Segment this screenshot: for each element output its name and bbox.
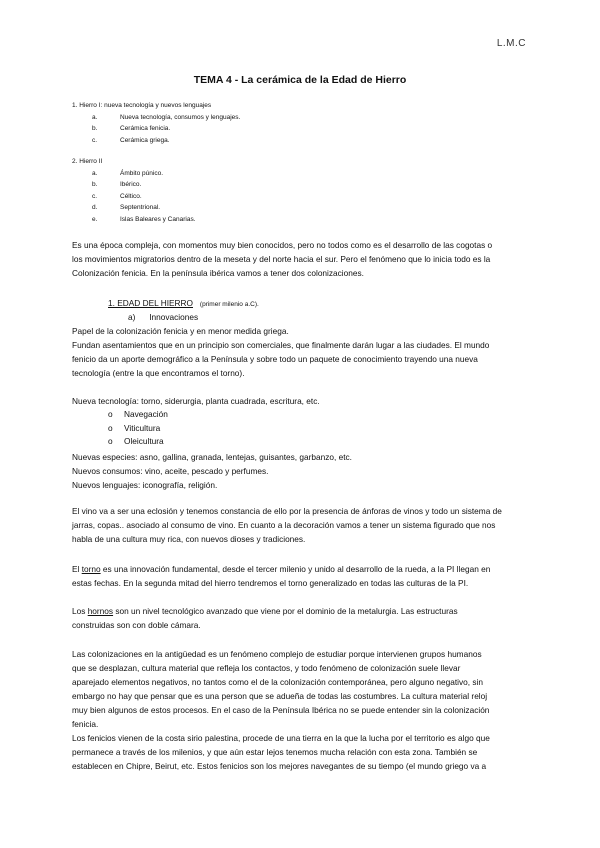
wine-paragraph: El vino va a ser una eclosión y tenemos constancia de ello por la presencia de ánforas de vinos y todo un sistema de jarras, copas.. asociado al consumo de vino. En cuanto a la decoración vamos a tener un sistema figurado que nos habla de una cultura muy rica, con nuevos dioses y tradiciones. [72,506,502,544]
page-title: TEMA 4 - La cerámica de la Edad de Hierro [193,74,407,86]
outline-heading: 1. Hierro I: nueva tecnología y nuevos lenguajes [72,102,212,109]
term-hornos: hornos [87,606,114,616]
outline-item: c. Cerámica griega. [92,136,170,144]
intro-paragraph: Es una época compleja, con momentos muy bien conocidos, pero no todos como es el desarrollo de las cogotas o los movimientos migratorios dentro de la meseta y del norte hacia el sur. Pero el fenómeno que lo inicia todo es la Colonización fenicia. En la península ibérica vamos a tener dos colonizaciones. [72,240,493,278]
phoenicians-paragraph: Los fenicios vienen de la costa sirio palestina, procede de una tierra en la que la lucha por el territorio es algo que permanece a través de los milenios, y que aún estar lejos tenemos mucha relación con esta zona. También se establecen en Chipre, Beirut, etc. Estos fenicios son los mejores navegantes de su tiempo (el mundo griego va a [72,733,490,771]
tech-bullets [108,408,168,449]
wheel-paragraph: El torno es una innovación fundamental, desde el tercer milenio y unido al desarrollo de la rueda, a la PI llegan en estas fechas. En la segunda mitad del hierro tendremos el torno generalizado en todas las culturas de la PI. [72,564,491,588]
tech-lists: Nuevas especies: asno, gallina, granada, lentejas, guisantes, garbanzo, etc. Nuevos consumos: vino, aceite, pescado y perfumes. Nuevos lenguajes: iconografía, religión. [72,452,352,490]
outline-item: c. Céltico. [92,192,142,200]
innovations-paragraph: Papel de la colonización fenicia y en menor medida griega. Fundan asentamientos que en un principio son comerciales, que finalmente darán lugar a las ciudades. El mundo fenicio da un aporte demográfico a la Península y sobre todo un paquete de conocimiento trayendo una nueva tecnología (entre la que encontramos el torno). [72,326,490,378]
colonization-paragraph: Las colonizaciones en la antigüedad es un fenómeno complejo de estudiar porque intervienen grupos humanos que se desplazan, cultura material que refleja los contactos, y todo fenómeno de colonización suele llevar aparejado elementos negativos, no tantos como el de la colonización contemporánea, pero alguno negativo, sin embargo no hay que pensar que es una person que se adueña de todas las costumbres. La cultura material reloj muy bien algunos de estos procesos. En el caso de la Península Ibérica no se puede entender sin la colonización fenicia. [72,649,490,729]
outline-item: e. Islas Baleares y Canarias. [92,215,196,223]
outline-section-1 [72,100,240,146]
outline-item: a. Nueva tecnología, consumos y lenguajes. [92,113,241,121]
outline-item: a. Ámbito púnico. [92,169,163,177]
kilns-paragraph: Los hornos son un nivel tecnológico avanzado que viene por el dominio de la metalurgia. Las estructuras construidas son con doble cámara. [72,606,458,630]
tech-intro: Nueva tecnología: torno, siderurgia, planta cuadrada, escritura, etc. [72,396,320,406]
bullet-item: o Oleicultura [108,436,164,446]
outline-item: b. Cerámica fenicia. [92,125,171,132]
section-note: (primer milenio a.C). [199,301,259,308]
outline-item: d. Septentrional. [92,204,161,211]
term-torno: torno [81,564,101,574]
subsection-heading: a) Innovaciones [128,312,199,322]
author-initials: L.M.C [496,38,526,49]
bullet-item: o Viticultura [108,422,161,433]
outline-section-2 [72,156,196,225]
section-title: 1. EDAD DEL HIERRO [108,298,193,308]
outline-item: b. Ibérico. [92,181,142,188]
bullet-item: o Navegación [108,409,168,419]
outline-heading: 2. Hierro II [72,158,103,165]
